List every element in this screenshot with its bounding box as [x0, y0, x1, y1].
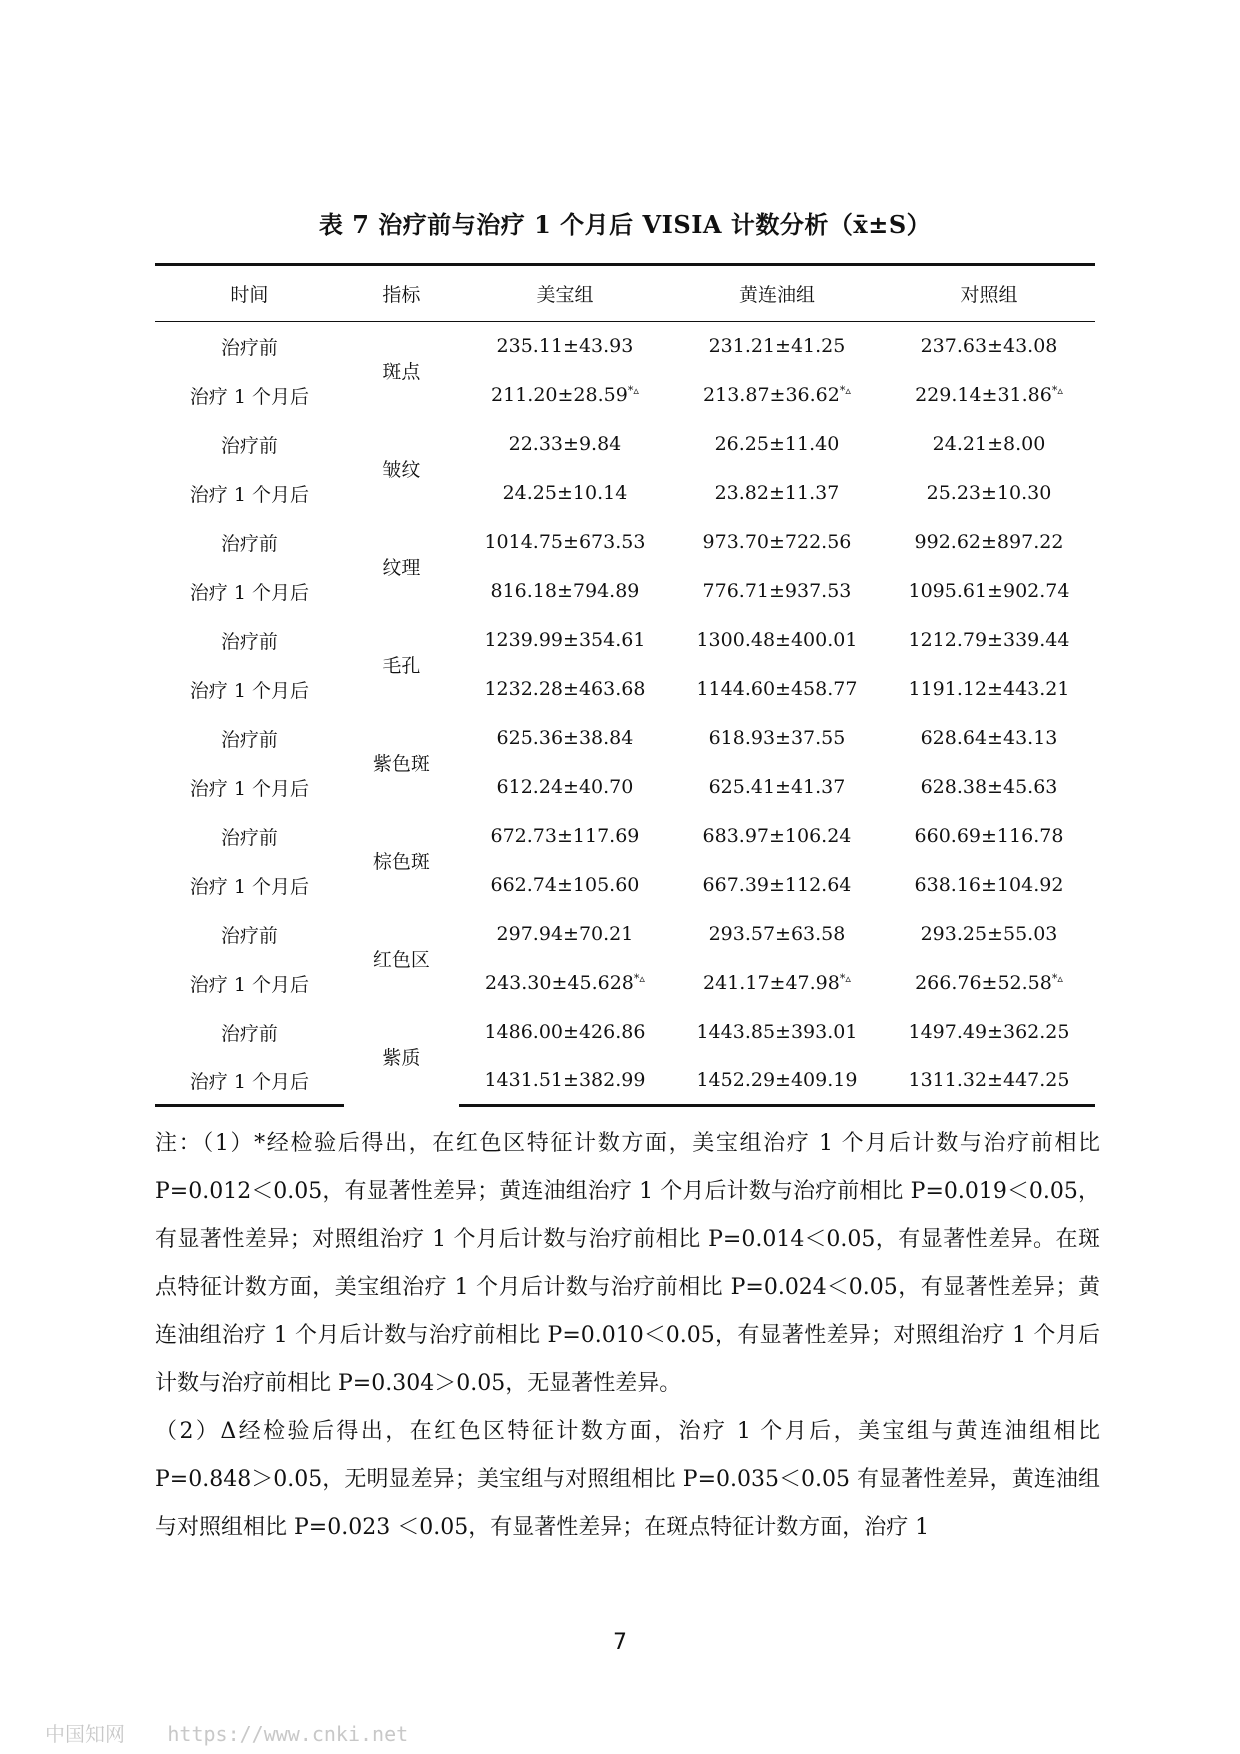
significance-mark: *▵ — [839, 384, 851, 397]
value-text: 1452.29±409.19 — [696, 1069, 858, 1092]
value-text: 1311.32±447.25 — [908, 1069, 1070, 1092]
value-cell-huanglian — [671, 665, 883, 714]
value-cell-control — [883, 665, 1095, 714]
value-cell-huanglian — [671, 910, 883, 959]
indicator-cell: 紫质 — [382, 1047, 421, 1069]
value-text: 638.16±104.92 — [914, 874, 1064, 896]
value-cell-control — [883, 518, 1095, 567]
table-row — [155, 812, 1095, 861]
value-cell-huanglian — [671, 567, 883, 616]
indicator-cell: 棕色斑 — [372, 851, 430, 873]
header-meibao-group: 美宝组 — [459, 265, 671, 322]
value-cell-meibao — [459, 763, 671, 812]
watermark-site: 中国知网 — [45, 1722, 125, 1746]
value-cell-huanglian — [671, 371, 883, 420]
visia-count-table — [155, 263, 1095, 1107]
value-text: 683.97±106.24 — [702, 825, 852, 847]
time-cell: 治疗 1 个月后 — [189, 875, 309, 898]
table-row — [155, 910, 1095, 959]
table-row — [155, 322, 1095, 371]
time-cell: 治疗 1 个月后 — [189, 581, 309, 604]
time-cell: 治疗前 — [220, 1022, 278, 1045]
time-cell: 治疗 1 个月后 — [189, 777, 309, 800]
value-text: 1144.60±458.77 — [696, 678, 858, 700]
table-row — [155, 1057, 1095, 1106]
table-row — [155, 469, 1095, 518]
value-cell-control — [883, 910, 1095, 959]
header-indicator: 指标 — [344, 265, 459, 322]
value-cell-meibao — [459, 1008, 671, 1057]
value-cell-meibao — [459, 371, 671, 420]
value-cell-huanglian — [671, 616, 883, 665]
value-text: 667.39±112.64 — [702, 874, 852, 896]
table-row — [155, 861, 1095, 910]
indicator-cell: 毛孔 — [382, 655, 421, 677]
value-text: 618.93±37.55 — [708, 727, 846, 749]
cnki-watermark — [45, 1718, 408, 1747]
note-paragraph-1: 注：（1）*经检验后得出，在红色区特征计数方面，美宝组治疗 1 个月后计数与治疗前相比 P=0.012＜0.05，有显著性差异；黄连油组治疗 1 个月后计数与治疗前相比 P=0.019＜0.05，有显著性差异；对照组治疗 1 个月后计数与治疗前相比 P=0.014＜0.05，有显著性差异。在斑点特征计数方面，美宝组治疗 1 个月后计数与治疗前相比 P=0.024＜0.05，有显著性差异；黄连油组治疗 1 个月后计数与治疗前相比 P=0.010＜0.05，有显著性差异；对照组治疗 1 个月后计数与治疗前相比 P=0.304＞0.05，无显著性差异。 — [155, 1131, 1100, 1396]
value-cell-meibao — [459, 518, 671, 567]
value-text: 25.23±10.30 — [926, 482, 1052, 504]
value-cell-huanglian — [671, 420, 883, 469]
value-text: 1095.61±902.74 — [908, 580, 1070, 602]
value-cell-control — [883, 714, 1095, 763]
value-text: 26.25±11.40 — [714, 433, 840, 455]
indicator-cell: 皱纹 — [382, 459, 421, 481]
value-text: 241.17±47.98 — [703, 972, 840, 994]
table-row — [155, 714, 1095, 763]
value-cell-huanglian — [671, 763, 883, 812]
header-time: 时间 — [155, 265, 344, 322]
time-cell: 治疗前 — [220, 728, 278, 751]
value-cell-huanglian — [671, 959, 883, 1008]
value-cell-control — [883, 959, 1095, 1008]
value-cell-huanglian — [671, 1057, 883, 1106]
value-text: 672.73±117.69 — [490, 825, 640, 847]
table-row — [155, 665, 1095, 714]
significance-mark: *▵ — [1051, 972, 1063, 985]
value-text: 992.62±897.22 — [914, 531, 1064, 553]
value-cell-huanglian — [671, 861, 883, 910]
value-text: 229.14±31.86 — [915, 384, 1052, 406]
table-body — [155, 322, 1095, 1106]
value-text: 628.64±43.13 — [920, 727, 1058, 749]
value-cell-control — [883, 420, 1095, 469]
time-cell: 治疗前 — [220, 826, 278, 849]
indicator-cell: 红色区 — [372, 949, 430, 971]
table-row — [155, 567, 1095, 616]
value-text: 293.25±55.03 — [920, 923, 1058, 945]
value-cell-meibao — [459, 959, 671, 1008]
table-row — [155, 959, 1095, 1008]
value-text: 24.21±8.00 — [932, 433, 1046, 455]
value-cell-control — [883, 1008, 1095, 1057]
significance-mark: *▵ — [627, 384, 639, 397]
value-text: 237.63±43.08 — [920, 335, 1058, 358]
value-text: 24.25±10.14 — [502, 482, 628, 504]
value-cell-meibao — [459, 616, 671, 665]
significance-mark: *▵ — [839, 972, 851, 985]
time-cell: 治疗前 — [220, 924, 278, 947]
value-cell-huanglian — [671, 714, 883, 763]
value-cell-control — [883, 763, 1095, 812]
value-text: 213.87±36.62 — [703, 384, 840, 406]
table-row — [155, 763, 1095, 812]
value-text: 628.38±45.63 — [920, 776, 1058, 798]
value-cell-meibao — [459, 469, 671, 518]
value-text: 1497.49±362.25 — [908, 1021, 1070, 1043]
value-text: 625.41±41.37 — [708, 776, 846, 798]
value-text: 231.21±41.25 — [708, 335, 846, 358]
header-control-group: 对照组 — [883, 265, 1095, 322]
value-text: 1191.12±443.21 — [908, 678, 1070, 700]
table-notes — [155, 1120, 1100, 1552]
value-text: 1443.85±393.01 — [696, 1021, 858, 1043]
table-row — [155, 371, 1095, 420]
table-row — [155, 420, 1095, 469]
value-cell-huanglian — [671, 322, 883, 371]
value-text: 1239.99±354.61 — [484, 629, 646, 651]
value-text: 22.33±9.84 — [508, 433, 622, 455]
value-cell-meibao — [459, 420, 671, 469]
value-cell-control — [883, 616, 1095, 665]
value-text: 243.30±45.628 — [484, 972, 634, 994]
value-cell-meibao — [459, 861, 671, 910]
value-cell-control — [883, 812, 1095, 861]
value-cell-huanglian — [671, 812, 883, 861]
value-text: 816.18±794.89 — [490, 580, 640, 602]
time-cell: 治疗 1 个月后 — [155, 1057, 344, 1106]
value-text: 23.82±11.37 — [714, 482, 840, 504]
value-text: 1486.00±426.86 — [484, 1021, 646, 1043]
value-text: 266.76±52.58 — [915, 972, 1052, 994]
value-cell-control — [883, 567, 1095, 616]
value-text: 1014.75±673.53 — [484, 531, 646, 553]
value-cell-control — [883, 1057, 1095, 1106]
value-cell-control — [883, 371, 1095, 420]
value-cell-meibao — [459, 665, 671, 714]
table-row — [155, 616, 1095, 665]
time-cell: 治疗前 — [220, 434, 278, 457]
table-row — [155, 518, 1095, 567]
time-cell: 治疗 1 个月后 — [189, 679, 309, 702]
time-cell: 治疗 1 个月后 — [189, 973, 309, 996]
value-text: 211.20±28.59 — [491, 384, 628, 406]
value-cell-huanglian — [671, 1008, 883, 1057]
value-text: 612.24±40.70 — [496, 776, 634, 798]
value-cell-meibao — [459, 910, 671, 959]
time-cell: 治疗前 — [220, 532, 278, 555]
value-text: 662.74±105.60 — [490, 874, 640, 896]
value-cell-control — [883, 861, 1095, 910]
watermark-url: https://www.cnki.net — [167, 1722, 409, 1746]
time-cell: 治疗 1 个月后 — [189, 483, 309, 506]
value-cell-meibao — [459, 1057, 671, 1106]
value-text: 1232.28±463.68 — [484, 678, 646, 700]
value-cell-meibao — [459, 567, 671, 616]
value-text: 1300.48±400.01 — [696, 629, 858, 651]
value-text: 660.69±116.78 — [914, 825, 1064, 847]
time-cell: 治疗 1 个月后 — [189, 385, 309, 408]
value-cell-meibao — [459, 322, 671, 371]
value-text: 625.36±38.84 — [496, 727, 634, 749]
value-cell-meibao — [459, 714, 671, 763]
table-title: 表 7 治疗前与治疗 1 个月后 VISIA 计数分析（x̄±S） — [318, 210, 932, 239]
table-header-row — [155, 265, 1095, 322]
value-cell-huanglian — [671, 518, 883, 567]
time-cell: 治疗前 — [220, 630, 278, 653]
time-cell: 治疗前 — [220, 336, 278, 359]
value-text: 776.71±937.53 — [702, 580, 852, 602]
indicator-cell: 紫色斑 — [372, 753, 430, 775]
value-text: 1212.79±339.44 — [908, 629, 1070, 651]
page-number: 7 — [613, 1630, 627, 1655]
value-text: 293.57±63.58 — [708, 923, 846, 945]
note-paragraph-2: （2）Δ经检验后得出，在红色区特征计数方面，治疗 1 个月后，美宝组与黄连油组相比 P=0.848＞0.05，无明显差异；美宝组与对照组相比 P=0.035＜0.05 有显著性差异，黄连油组与对照组相比 P=0.023 ＜0.05，有显著性差异；在斑点特征计数方面，治疗 1 — [155, 1419, 1100, 1540]
value-text: 297.94±70.21 — [496, 923, 634, 945]
value-cell-meibao — [459, 812, 671, 861]
significance-mark: *▵ — [1051, 384, 1063, 397]
indicator-cell: 纹理 — [382, 557, 421, 579]
value-text: 1431.51±382.99 — [484, 1069, 646, 1092]
table-row — [155, 1008, 1095, 1057]
value-cell-huanglian — [671, 469, 883, 518]
indicator-cell: 斑点 — [382, 361, 421, 384]
header-huanglian-group: 黄连油组 — [671, 265, 883, 322]
value-cell-control — [883, 322, 1095, 371]
significance-mark: *▵ — [633, 972, 645, 985]
value-text: 973.70±722.56 — [702, 531, 852, 553]
value-cell-control — [883, 469, 1095, 518]
value-text: 235.11±43.93 — [496, 335, 634, 358]
